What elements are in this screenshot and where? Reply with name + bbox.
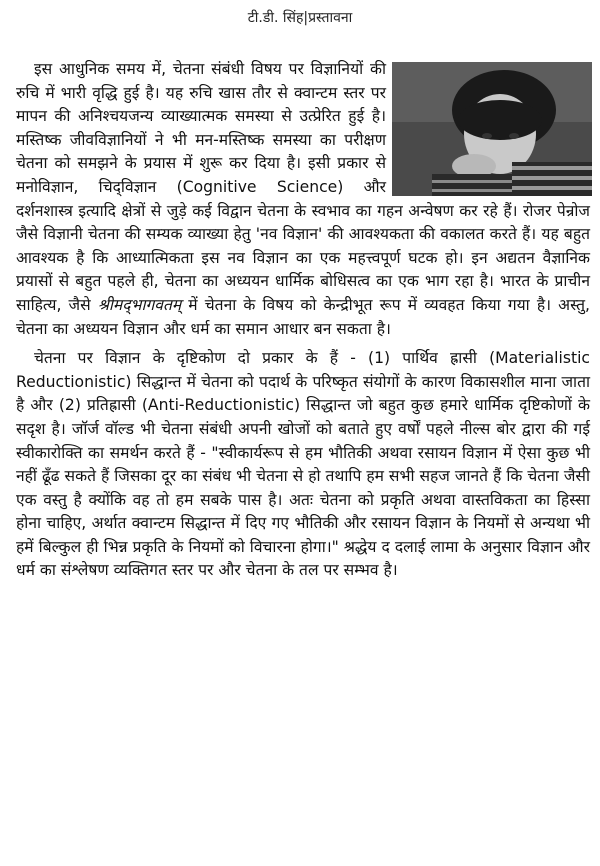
running-header: टी.डी. सिंह|प्रस्तावना <box>247 10 353 26</box>
paragraph-1 <box>16 58 590 341</box>
paragraph-2: चेतना पर विज्ञान के दृष्टिकोण दो प्रकार के हैं - (1) पार्थिव ह्रासी (Materialistic Reductionistic) सिद्धान्त में चेतना को पदार्थ के परिष्कृत संयोगों के कारण विकासशील माना जाता है और (2) प्रतिह्रासी (Anti-Reductionistic) सिद्धान्त जो बहुत कुछ हमारे धार्मिक दृष्टिकोणों के सदृश है। जॉर्ज वॉल्ड भी चेतना संबंधी अपनी खोजों को बताते हुए वर्षों पहले नील्स बोर द्वारा की गई स्वीकारोक्ति का समर्थन करते हैं - "स्वीकार्यरूप से हम भौतिकी अथवा रसायन विज्ञान में ऐसा कुछ भी नहीं ढूँढ सकते हैं जिसका दूर का संबंध भी चेतना से हो तथापि हम सभी सहज जानते हैं कि चेतना जैसी एक वस्तु है क्योंकि वह तो हम सबके पास है। अतः चेतना को प्रकृति अथवा वास्तविकता का हिस्सा होना चाहिए, अर्थात क्वान्टम सिद्धान्त में दिए गए भौतिकी और रसायन विज्ञान के नियमों से अन्यथा भी हमें बिल्कुल ही भिन्न प्रकृति के नियमों को विचारना होगा।" श्रद्धेय द दलाई लामा के अनुसार विज्ञान और धर्म का संश्लेषण व्यक्तिगत स्तर पर और चेतना के तल पर सम्भव है। <box>16 349 590 580</box>
paragraph-1-text-b: में चेतना के विषय को केन्द्रीभूत रूप में व्यवहत किया गया है। अस्तु, चेतना का अध्ययन विज्ञान और धर्म का समान आधार बन सकता है। <box>16 295 590 338</box>
paragraph-1-text-a: इस आधुनिक समय में, चेतना संबंधी विषय पर विज्ञानियों की रुचि में भारी वृद्धि हुई है। यह रुचि खास तौर से क्वान्टम स्तर पर मापन की अनिश्चयजन्य व्याख्यात्मक समस्या से उत्प्रेरित हुई है। मस्तिष्क जीवविज्ञानियों ने भी मन-मस्तिष्क समस्या का परीक्षण चेतना को समझने के प्रयास में शुरू कर दिया है। इसी प्रकार से मनोविज्ञान, चिद्‌विज्ञान (Cognitive Science) और दर्शनशास्त्र इत्यादि क्षेत्रों से जुड़े कई विद्वान चेतना के स्वभाव का गहन अन्वेषण कर रहे हैं। रोजर पेन्रोज जैसे विज्ञानी चेतना की सम्यक व्याख्या हेतु 'नव विज्ञान' की आवश्यकता की वकालत करते हैं। यह बहुत आवश्यक है कि आध्यात्मिकता इस नव विज्ञान का एक महत्त्वपूर्ण घटक हो। इन अद्यतन वैज्ञानिक प्रयासों से बहुत पहले ही, चेतना का अध्ययन धार्मिक बोधिसत्व का एक भाग रहा है। भारत के प्राचीन साहित्य, जैसे <box>16 60 590 314</box>
photo-spacer <box>392 56 600 198</box>
body-text <box>16 58 590 583</box>
book-title-bhagavatam: श्रीमद्‌भागवतम् <box>97 295 182 314</box>
